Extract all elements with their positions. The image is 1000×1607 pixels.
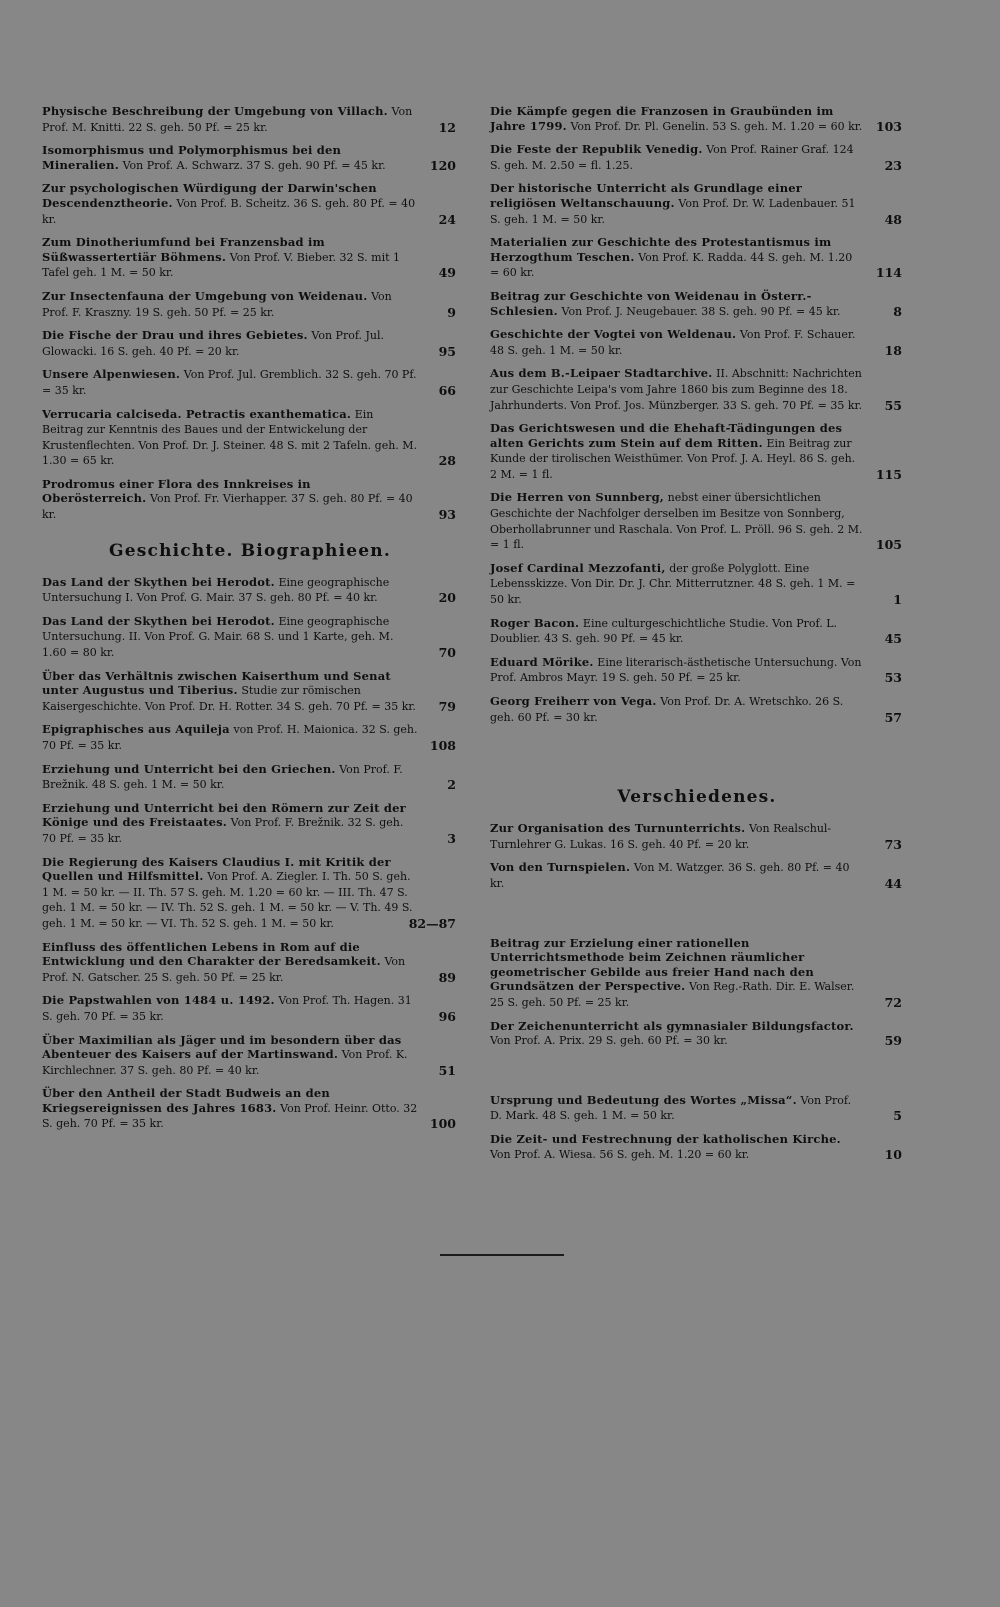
entry-text bbox=[490, 490, 904, 552]
entry-title: Zur Organisation des Turnunterrichts. bbox=[490, 821, 746, 836]
entry-detail: Von Prof. B. Scheitz. 36 S. geh. 80 Pf. = 40 kr. bbox=[42, 196, 416, 226]
entry-title: Materialien zur Geschichte des Protestantismus im Herzogthum Teschen. bbox=[490, 235, 832, 264]
catalog-entry bbox=[42, 328, 458, 359]
entry-number: 55 bbox=[884, 397, 902, 413]
entry-number: 114 bbox=[875, 265, 902, 281]
entry-text bbox=[42, 104, 458, 135]
entry-detail: Von Prof. Dr. A. Wretschko. 26 S. geh. 60 Pf. = 30 kr. bbox=[490, 695, 844, 724]
entry-text bbox=[42, 143, 458, 173]
entry-number: 51 bbox=[438, 1062, 456, 1078]
entry-number: 45 bbox=[884, 631, 902, 647]
natural-science-list bbox=[42, 104, 458, 523]
entry-detail: Eine geographische Untersuchung I. Von Prof. G. Mair. 37 S. geh. 80 Pf. = 40 kr. bbox=[42, 575, 390, 605]
catalog-entry bbox=[490, 421, 904, 482]
entry-text bbox=[490, 1093, 904, 1124]
drawing-list bbox=[490, 936, 904, 1049]
entry-text bbox=[42, 367, 458, 398]
entry-detail: Von Prof. D. Mark. 48 S. geh. 1 M. = 50 kr. bbox=[490, 1093, 852, 1123]
entry-detail: Eine geographische Untersuchung. II. Von Prof. G. Mair. 68 S. und 1 Karte, geh. M. 1.60 = 80 kr. bbox=[42, 614, 394, 660]
catalog-entry bbox=[42, 940, 458, 986]
entry-title: Die Herren von Sunnberg, bbox=[490, 490, 665, 505]
catalog-entry bbox=[42, 575, 458, 606]
section-heading-miscellaneous: Verschiedenes. bbox=[617, 787, 777, 808]
entry-number: 2 bbox=[447, 777, 456, 793]
catalog-entry bbox=[490, 289, 904, 319]
entry-text bbox=[42, 855, 458, 932]
entry-number: 44 bbox=[884, 875, 902, 891]
entry-title: Geschichte der Vogtei von Weldenau. bbox=[490, 327, 737, 342]
entry-detail: Eine culturgeschichtliche Studie. Von Prof. L. Doublier. 43 S. geh. 90 Pf. = 45 kr. bbox=[490, 616, 837, 646]
entry-text bbox=[490, 694, 904, 725]
catalog-entry bbox=[42, 1033, 458, 1079]
entry-number: 20 bbox=[438, 590, 456, 606]
catalog-entry bbox=[42, 104, 458, 135]
entry-title: Physische Beschreibung der Umgebung von Villach. bbox=[42, 104, 388, 118]
entry-title: Die Kämpfe gegen die Franzosen in Graubünden im Jahre 1799. bbox=[490, 104, 834, 133]
entry-title: Von den Turnspielen. bbox=[490, 860, 631, 875]
entry-number: 70 bbox=[438, 645, 456, 661]
entry-title: Eduard Mörike. bbox=[490, 654, 594, 669]
entry-detail: Von Prof. F. Brežnik. 32 S. geh. 70 Pf. = 35 kr. bbox=[42, 816, 404, 845]
entry-title: Der Zeichenunterricht als gymnasialer Bildungsfactor. bbox=[490, 1018, 854, 1033]
entry-detail: Von Prof. M. Knitti. 22 S. geh. 50 Pf. = 25 kr. bbox=[42, 105, 413, 134]
entry-text bbox=[490, 104, 904, 134]
entry-title: Das Land der Skythen bei Herodot. bbox=[42, 613, 275, 628]
entry-detail: Von Reg.-Rath. Dir. E. Walser. 25 S. geh. 50 Pf. = 25 kr. bbox=[490, 980, 855, 1009]
catalog-entry bbox=[490, 1093, 904, 1124]
entry-text bbox=[490, 655, 904, 686]
entry-title: Die Regierung des Kaisers Claudius I. mit Kritik der Quellen und Hilfsmittel. bbox=[42, 854, 391, 884]
entry-text bbox=[490, 561, 904, 608]
entry-detail: Von Prof. Jul. Glowacki. 16 S. geh. 40 Pf. = 20 kr. bbox=[42, 329, 385, 358]
entry-detail: Von Prof. K. Kirchlechner. 37 S. geh. 80 Pf. = 40 kr. bbox=[42, 1048, 408, 1077]
entry-number: 53 bbox=[884, 670, 902, 686]
entry-detail: Ein Beitrag zur Kunde der tirolischen Weisthümer. Von Prof. J. A. Heyl. 86 S. geh. 2 M. = 1 fl. bbox=[490, 436, 856, 481]
entry-number: 79 bbox=[438, 698, 456, 714]
entry-text bbox=[42, 289, 458, 320]
entry-number: 120 bbox=[429, 157, 456, 173]
entry-detail: Von Prof. Jul. Gremblich. 32 S. geh. 70 Pf. = 35 kr. bbox=[42, 368, 417, 397]
catalog-entry bbox=[42, 1086, 458, 1132]
catalog-entry bbox=[490, 860, 904, 891]
catalog-entry bbox=[490, 366, 904, 413]
entry-text bbox=[42, 1033, 458, 1079]
entry-text bbox=[42, 762, 458, 793]
entry-number: 57 bbox=[884, 709, 902, 725]
catalog-entry bbox=[490, 655, 904, 686]
entry-number: 24 bbox=[438, 211, 456, 227]
entry-text bbox=[490, 421, 904, 482]
entry-text bbox=[42, 575, 458, 606]
entry-title: Prodromus einer Flora des Innkreises in Oberösterreich. bbox=[42, 476, 311, 506]
entry-number: 48 bbox=[884, 211, 902, 227]
entry-text bbox=[42, 722, 458, 753]
catalog-entry bbox=[42, 235, 458, 281]
catalog-entry bbox=[42, 855, 458, 932]
entry-number: 12 bbox=[438, 119, 456, 135]
catalog-entry bbox=[490, 561, 904, 608]
entry-title: Aus dem B.-Leipaer Stadtarchive. bbox=[490, 366, 713, 381]
entry-number: 96 bbox=[438, 1008, 456, 1024]
entry-text bbox=[42, 477, 458, 523]
entry-title: Über den Antheil der Stadt Budweis an den Kriegsereignissen des Jahres 1683. bbox=[42, 1086, 330, 1115]
entry-number: 105 bbox=[875, 537, 902, 553]
entry-number: 3 bbox=[447, 830, 456, 846]
entry-number: 93 bbox=[438, 507, 456, 523]
catalog-entry bbox=[490, 235, 904, 281]
catalog-entry bbox=[42, 289, 458, 320]
entry-title: Epigraphisches aus Aquileja bbox=[42, 722, 230, 737]
catalog-entry bbox=[490, 616, 904, 647]
catalog-entry bbox=[490, 936, 904, 1011]
entry-title: Erziehung und Unterricht bei den Römern zur Zeit der Könige und des Freistaates. bbox=[42, 800, 406, 830]
entry-number: 115 bbox=[875, 466, 902, 482]
entry-number: 18 bbox=[884, 342, 902, 358]
entry-title: Die Fische der Drau und ihres Gebietes. bbox=[42, 328, 308, 343]
entry-text bbox=[42, 669, 458, 715]
entry-detail: Von Prof. Th. Hagen. 31 S. geh. 70 Pf. = 35 kr. bbox=[42, 994, 412, 1023]
entry-text bbox=[490, 181, 904, 227]
entry-detail: Von Prof. V. Bieber. 32 S. mit 1 Tafel geh. 1 M. = 50 kr. bbox=[42, 250, 401, 280]
entry-detail: Von Prof. Heinr. Otto. 32 S. geh. 70 Pf. = 35 kr. bbox=[42, 1101, 418, 1131]
entry-title: Der historische Unterricht als Grundlage einer religiösen Weltanschauung. bbox=[490, 181, 803, 210]
entry-detail: von Prof. H. Maionica. 32 S. geh. 70 Pf. = 35 kr. bbox=[42, 723, 418, 752]
entry-text bbox=[42, 1086, 458, 1132]
catalog-entry bbox=[490, 1019, 904, 1049]
entry-detail: Von Prof. J. Neugebauer. 38 S. geh. 90 Pf. = 45 kr. bbox=[561, 304, 841, 318]
catalog-entry bbox=[42, 367, 458, 398]
entry-text bbox=[42, 407, 458, 469]
entry-number: 59 bbox=[884, 1033, 902, 1049]
history-list bbox=[42, 575, 458, 1132]
right-column bbox=[490, 104, 904, 1170]
catalog-entry bbox=[42, 407, 458, 469]
entry-detail: Ein Beitrag zur Kenntnis des Baues und der Entwickelung der Krustenflechten. Von Prof. Dr. J. Steiner. 48 S. mit 2 Tafeln. geh. M. 1.30 = 65 kr. bbox=[42, 407, 418, 468]
entry-number: 73 bbox=[884, 836, 902, 852]
entry-title: Die Papstwahlen von 1484 u. 1492. bbox=[42, 993, 275, 1008]
entry-text bbox=[42, 235, 458, 281]
entry-text bbox=[42, 614, 458, 661]
entry-title: Unsere Alpenwiesen. bbox=[42, 367, 181, 382]
entry-text bbox=[490, 142, 904, 173]
gymnastics-list bbox=[490, 821, 904, 891]
entry-number: 1 bbox=[893, 592, 902, 608]
entry-detail: Studie zur römischen Kaisergeschichte. Von Prof. Dr. H. Rotter. 34 S. geh. 70 Pf. = 35 kr. bbox=[42, 684, 416, 713]
entry-detail: Von Prof. K. Radda. 44 S. geh. M. 1.20 = 60 kr. bbox=[490, 250, 853, 280]
catalog-entry bbox=[490, 104, 904, 134]
catalog-entry bbox=[490, 1132, 904, 1162]
catalog-entry bbox=[490, 142, 904, 173]
entry-title: Ursprung und Bedeutung des Wortes „Missa“. bbox=[490, 1092, 797, 1107]
catalog-entry bbox=[490, 181, 904, 227]
catalog-entry bbox=[42, 181, 458, 227]
entry-number: 108 bbox=[429, 738, 456, 753]
entry-title: Über Maximilian als Jäger und im besondern über das Abenteuer des Kaisers auf der Martinswand. bbox=[42, 1032, 402, 1062]
entry-number: 100 bbox=[429, 1116, 456, 1132]
entry-detail: der große Polyglott. Eine Lebensskizze. Von Dir. Dr. J. Chr. Mitterrutzner. 48 S. geh. 1 M. = 50 kr. bbox=[490, 561, 856, 607]
entry-title: Einfluss des öffentlichen Lebens in Rom auf die Entwicklung und den Charakter der Beredsamkeit. bbox=[42, 939, 381, 969]
entry-number: 66 bbox=[438, 382, 456, 398]
entry-text bbox=[42, 801, 458, 847]
entry-title: Isomorphismus und Polymorphismus bei den Mineralien. bbox=[42, 143, 342, 172]
entry-detail: Von M. Watzger. 36 S. geh. 80 Pf. = 40 kr. bbox=[490, 861, 850, 890]
entry-text bbox=[490, 327, 904, 358]
entry-number: 5 bbox=[893, 1108, 902, 1124]
entry-detail: Von Prof. Dr. Pl. Genelin. 53 S. geh. M. 1.20 = 60 kr. bbox=[570, 119, 863, 133]
entry-title: Die Zeit- und Festrechnung der katholischen Kirche. bbox=[490, 1131, 841, 1146]
entry-detail: Eine literarisch-ästhetische Untersuchung. Von Prof. Ambros Mayr. 19 S. geh. 50 Pf. = 25 kr. bbox=[490, 655, 862, 685]
entry-text bbox=[42, 181, 458, 227]
entry-title: Beitrag zur Geschichte von Weidenau in Österr.-Schlesien. bbox=[490, 288, 812, 318]
catalog-entry bbox=[42, 669, 458, 715]
catalog-entry bbox=[490, 327, 904, 358]
entry-detail: Von Prof. A. Ziegler. I. Th. 50 S. geh. 1 M. = 50 kr. — II. Th. 57 S. geh. M. 1.20 = 60 kr. — III. Th. 47 S. geh. 1 M. = 50 kr. — IV. Th. 52 S. geh. 1 M. = 50 kr. — V. Th. 49 S. geh. 1 M. = 50 kr. — VI. Th. 52 S. geh. 1 M. = 50 kr. bbox=[42, 870, 413, 930]
entry-text bbox=[42, 993, 458, 1024]
catalog-entry bbox=[42, 477, 458, 523]
entry-text bbox=[490, 936, 904, 1011]
entry-detail: II. Abschnitt: Nachrichten zur Geschichte Leipa's vom Jahre 1860 bis zum Beginne des 18. Jahrhunderts. Von Prof. Jos. Münzberger. 33 S. geh. 70 Pf. = 35 kr. bbox=[490, 367, 863, 412]
catalog-entry bbox=[42, 993, 458, 1024]
entry-text bbox=[490, 235, 904, 281]
catalog-entry bbox=[42, 762, 458, 793]
entry-detail: Von Prof. A. Prix. 29 S. geh. 60 Pf. = 30 kr. bbox=[490, 1034, 728, 1048]
entry-text bbox=[490, 1132, 904, 1162]
catalog-entry bbox=[490, 821, 904, 852]
entry-detail: Von Prof. Rainer Graf. 124 S. geh. M. 2.50 = fl. 1.25. bbox=[490, 143, 854, 172]
entry-text bbox=[490, 821, 904, 852]
entry-detail: Von Prof. F. Kraszny. 19 S. geh. 50 Pf. = 25 kr. bbox=[42, 289, 392, 319]
catalog-entry bbox=[42, 143, 458, 173]
entry-title: Roger Bacon. bbox=[490, 615, 580, 630]
entry-title: Zum Dinotheriumfund bei Franzensbad im Süßwassertertiär Böhmens. bbox=[42, 235, 325, 264]
entry-text bbox=[490, 616, 904, 647]
entry-detail: Von Prof. A. Schwarz. 37 S. geh. 90 Pf. = 45 kr. bbox=[122, 158, 386, 172]
entry-title: Beitrag zur Erzielung einer rationellen Unterrichtsmethode beim Zeichnen räumlicher geometrischer Gebilde aus freier Hand nach den Grundsätzen der Perspective. bbox=[490, 935, 814, 994]
entry-text bbox=[490, 289, 904, 319]
entry-detail: Von Realschul-Turnlehrer G. Lukas. 16 S. geh. 40 Pf. = 20 kr. bbox=[490, 822, 832, 851]
entry-title: Das Land der Skythen bei Herodot. bbox=[42, 574, 275, 589]
entry-text bbox=[490, 1019, 904, 1049]
liturgy-list bbox=[490, 1093, 904, 1162]
entry-number: 8 bbox=[893, 303, 902, 319]
left-column bbox=[42, 104, 458, 1140]
catalog-entry bbox=[42, 801, 458, 847]
entry-text bbox=[42, 328, 458, 359]
entry-number: 103 bbox=[875, 118, 902, 134]
entry-title: Zur psychologischen Würdigung der Darwin'schen Descendenztheorie. bbox=[42, 181, 377, 210]
entry-title: Zur Insectenfauna der Umgebung von Weidenau. bbox=[42, 288, 368, 303]
catalog-entry bbox=[42, 722, 458, 753]
entry-text bbox=[490, 366, 904, 413]
entry-number: 82—87 bbox=[408, 915, 456, 931]
entry-number: 28 bbox=[438, 453, 456, 469]
entry-title: Erziehung und Unterricht bei den Griechen. bbox=[42, 761, 336, 776]
history-continued-list bbox=[490, 104, 904, 725]
entry-text bbox=[490, 860, 904, 891]
entry-detail: Von Prof. Fr. Vierhapper. 37 S. geh. 80 Pf. = 40 kr. bbox=[42, 492, 413, 522]
entry-number: 10 bbox=[884, 1146, 902, 1162]
catalog-entry bbox=[490, 694, 904, 725]
entry-number: 9 bbox=[447, 304, 456, 320]
entry-title: Georg Freiherr von Vega. bbox=[490, 694, 657, 708]
catalog-entry bbox=[42, 614, 458, 661]
entry-title: Verrucaria calciseda. Petractis exanthematica. bbox=[42, 406, 352, 421]
entry-title: Josef Cardinal Mezzofanti, bbox=[490, 560, 666, 575]
entry-text bbox=[42, 940, 458, 986]
entry-number: 89 bbox=[438, 969, 456, 985]
entry-number: 72 bbox=[884, 994, 902, 1010]
catalog-entry bbox=[490, 490, 904, 552]
entry-detail: Von Prof. F. Brežnik. 48 S. geh. 1 M. = 50 kr. bbox=[42, 762, 403, 792]
footer-rule bbox=[440, 1254, 564, 1256]
entry-title: Das Gerichtswesen und die Ehehaft-Tädingungen des alten Gerichts zum Stein auf dem Ritten. bbox=[490, 421, 843, 450]
section-heading-history: Geschichte. Biographieen. bbox=[109, 540, 391, 561]
entry-number: 49 bbox=[438, 265, 456, 281]
entry-title: Die Feste der Republik Venedig. bbox=[490, 142, 703, 157]
entry-detail: Von Prof. Dr. W. Ladenbauer. 51 S. geh. 1 M. = 50 kr. bbox=[490, 196, 856, 226]
entry-detail: Von Prof. A. Wiesa. 56 S. geh. M. 1.20 = 60 kr. bbox=[490, 1147, 750, 1161]
entry-detail: Von Prof. F. Schauer. 48 S. geh. 1 M. = 50 kr. bbox=[490, 328, 856, 357]
entry-title: Über das Verhältnis zwischen Kaiserthum und Senat unter Augustus und Tiberius. bbox=[42, 668, 391, 698]
entry-number: 95 bbox=[438, 343, 456, 359]
entry-detail: nebst einer übersichtlichen Geschichte der Nachfolger derselben im Besitze von Sonnberg, Oberhollabrunner und Raschala. Von Prof. L. Pröll. 96 S. geh. 2 M. = 1 fl. bbox=[490, 491, 863, 552]
entry-detail: Von Prof. N. Gatscher. 25 S. geh. 50 Pf. = 25 kr. bbox=[42, 955, 406, 984]
entry-number: 23 bbox=[884, 157, 902, 173]
